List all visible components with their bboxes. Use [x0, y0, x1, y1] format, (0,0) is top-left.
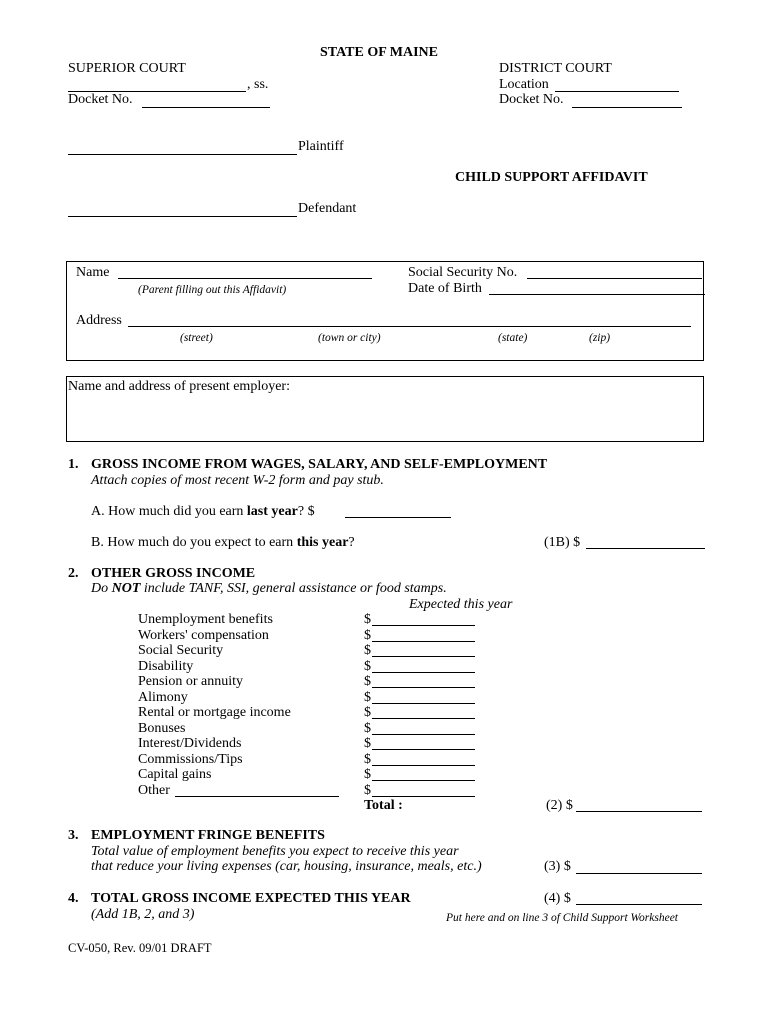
question-b-prefix: B. How much do you expect to earn [91, 535, 297, 550]
section4-title: TOTAL GROSS INCOME EXPECTED THIS YEAR [91, 891, 411, 906]
section1-question-b [91, 535, 355, 551]
section3-note1: Total value of employment benefits you expect to receive this year [91, 844, 459, 859]
question-b-suffix: ? [348, 535, 355, 550]
section2-title: OTHER GROSS INCOME [91, 566, 256, 581]
income-item-label: Unemployment benefits [138, 612, 273, 627]
section3-number: 3. [68, 828, 79, 843]
income-amount-field[interactable] [372, 641, 475, 642]
question-a-bold: last year [246, 504, 298, 519]
question-b-bold: this year [296, 535, 349, 550]
currency-symbol: $ [364, 736, 371, 751]
income-amount-field[interactable] [372, 734, 475, 735]
currency-symbol: $ [364, 658, 371, 674]
town-hint: (town or city) [318, 332, 381, 344]
plaintiff-label: Plaintiff [298, 139, 344, 154]
income-amount-field[interactable] [372, 703, 475, 704]
name-hint: (Parent filling out this Affidavit) [138, 284, 287, 296]
income-item-label: Alimony [138, 689, 188, 705]
plaintiff-field[interactable] [68, 154, 297, 155]
expected-column-header: Expected this year [409, 597, 513, 612]
name-label: Name [76, 265, 110, 280]
currency-symbol: $ [364, 643, 371, 658]
section1-title: GROSS INCOME FROM WAGES, SALARY, AND SELF-EMPLOYMENT [91, 457, 548, 472]
question-a-prefix: A. How much did you earn [91, 504, 247, 519]
line-1b-ref: (1B) $ [544, 535, 581, 550]
currency-symbol: $ [364, 627, 371, 643]
income-item-label: Capital gains [138, 767, 212, 782]
section2-note-suffix: include TANF, SSI, general assistance or food stamps. [140, 581, 447, 596]
docket-left-field[interactable] [142, 107, 270, 108]
section2-note-prefix: Do [91, 581, 112, 596]
section2-note [91, 581, 447, 597]
address-label: Address [76, 313, 122, 328]
line-4-field[interactable] [576, 904, 702, 905]
line-4-ref: (4) $ [544, 891, 571, 906]
currency-symbol: $ [364, 674, 371, 689]
income-amount-field[interactable] [372, 672, 475, 673]
section2-note-bold: NOT [111, 581, 141, 596]
line-2-ref: (2) $ [546, 798, 573, 813]
section4-note: (Add 1B, 2, and 3) [91, 907, 195, 922]
section4-number: 4. [68, 891, 79, 906]
line-3-ref: (3) $ [544, 859, 571, 874]
total-label: Total : [364, 798, 403, 813]
income-amount-field[interactable] [372, 718, 475, 719]
zip-hint: (zip) [589, 332, 611, 344]
income-item-label: Social Security [138, 643, 224, 658]
income-item-label: Interest/Dividends [138, 736, 242, 751]
currency-symbol: $ [364, 612, 371, 627]
docket-right-field[interactable] [572, 107, 682, 108]
income-amount-field[interactable] [372, 780, 475, 781]
income-item-label: Disability [138, 658, 194, 674]
defendant-label: Defendant [298, 201, 357, 216]
section4-instruction: Put here and on line 3 of Child Support Worksheet [446, 912, 679, 924]
state-heading: STATE OF MAINE [320, 45, 438, 60]
identity-box [66, 261, 704, 361]
section1-number: 1. [68, 457, 79, 472]
dob-field[interactable] [489, 294, 705, 295]
income-item-label: Bonuses [138, 720, 186, 736]
income-item-label: Workers' compensation [138, 627, 269, 643]
name-field[interactable] [118, 278, 372, 279]
income-item-label: Commissions/Tips [138, 751, 243, 767]
line-1b-field[interactable] [586, 548, 705, 549]
section1-question-a [91, 504, 315, 520]
line-3-field[interactable] [576, 873, 702, 874]
other-income-description-field[interactable] [175, 796, 339, 797]
income-amount-field[interactable] [372, 765, 475, 766]
income-item-label: Other [138, 782, 170, 798]
street-hint: (street) [180, 332, 213, 344]
docket-left-label: Docket No. [68, 92, 133, 107]
location-field[interactable] [555, 91, 679, 92]
form-id: CV-050, Rev. 09/01 DRAFT [68, 941, 212, 955]
ssn-label: Social Security No. [408, 265, 518, 280]
section1-note: Attach copies of most recent W-2 form and pay stub. [91, 473, 384, 488]
section3-title: EMPLOYMENT FRINGE BENEFITS [91, 828, 325, 843]
form-title: CHILD SUPPORT AFFIDAVIT [455, 170, 648, 185]
ss-label: , ss. [247, 77, 269, 92]
income-amount-field[interactable] [372, 625, 475, 626]
ssn-field[interactable] [527, 278, 702, 279]
income-amount-field[interactable] [372, 656, 475, 657]
section2-number: 2. [68, 566, 79, 581]
currency-symbol: $ [364, 767, 371, 782]
currency-symbol: $ [364, 689, 371, 705]
state-hint: (state) [498, 332, 528, 344]
district-court-label: DISTRICT COURT [499, 61, 612, 76]
employer-label: Name and address of present employer: [68, 379, 290, 394]
income-amount-field[interactable] [372, 796, 475, 797]
currency-symbol: $ [364, 705, 371, 720]
income-amount-field[interactable] [372, 749, 475, 750]
income-item-label: Pension or annuity [138, 674, 243, 689]
defendant-field[interactable] [68, 216, 297, 217]
docket-right-label: Docket No. [499, 92, 564, 107]
currency-symbol: $ [364, 782, 371, 798]
address-field[interactable] [128, 326, 691, 327]
income-item-label: Rental or mortgage income [138, 705, 291, 720]
question-a-suffix: ? $ [297, 504, 315, 519]
location-label: Location [499, 77, 549, 92]
line-2-field[interactable] [576, 811, 702, 812]
income-amount-field[interactable] [372, 687, 475, 688]
currency-symbol: $ [364, 720, 371, 736]
currency-symbol: $ [364, 751, 371, 767]
superior-court-label: SUPERIOR COURT [68, 61, 186, 76]
last-year-income-field[interactable] [345, 517, 451, 518]
dob-label: Date of Birth [408, 281, 482, 296]
section3-note2: that reduce your living expenses (car, housing, insurance, meals, etc.) [91, 859, 482, 874]
